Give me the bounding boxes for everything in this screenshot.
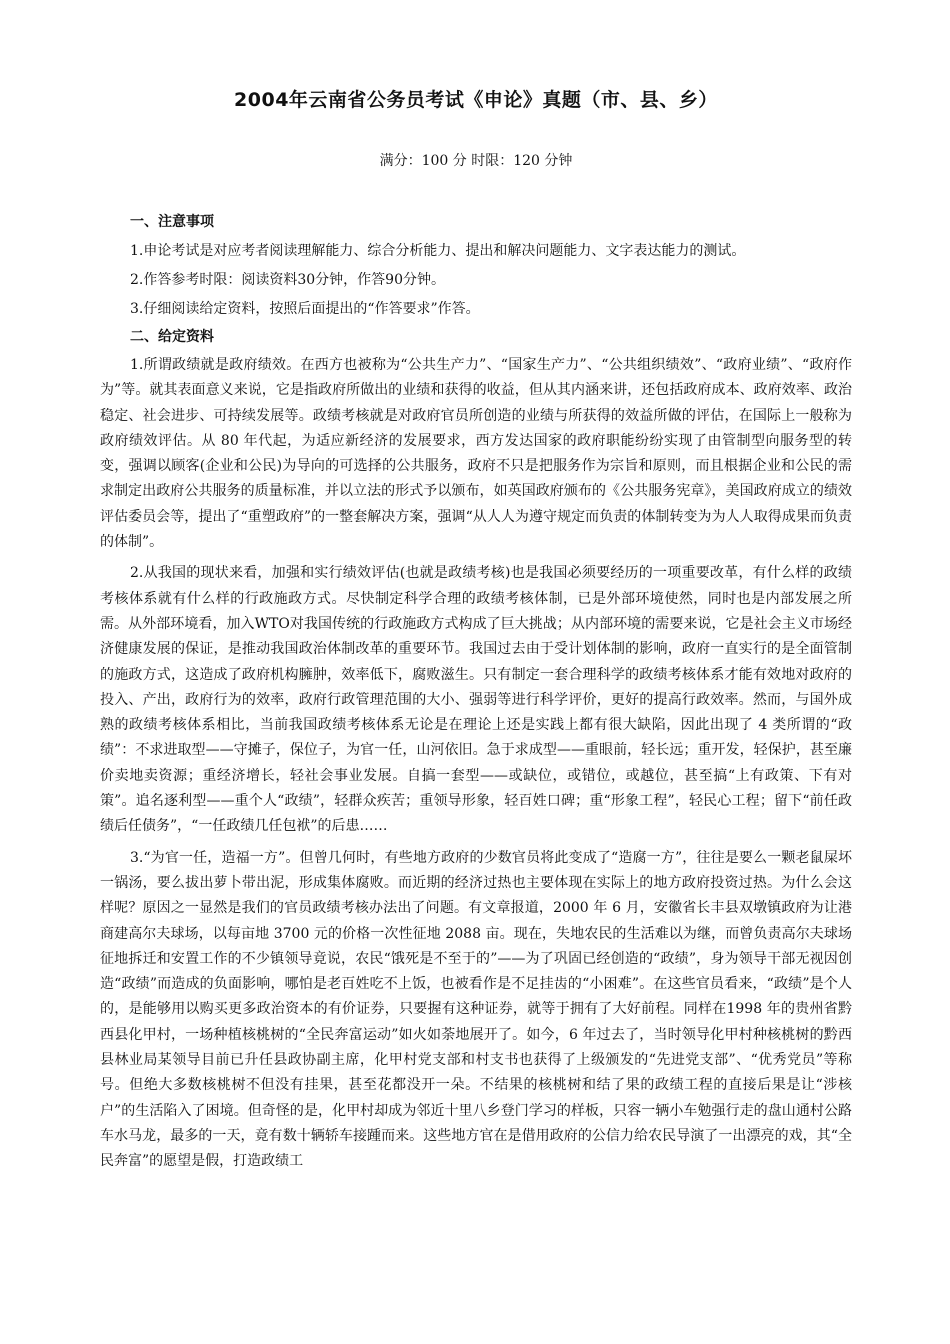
document-body	[100, 210, 852, 1181]
notice-heading: 一、注意事项	[130, 214, 214, 230]
material-paragraph: 1.所谓政绩就是政府绩效。在西方也被称为“公共生产力”、“国家生产力”、“公共组织绩效”、“政府业绩”、“政府作为”等。就其表面意义来说，它是指政府所做出的业绩和获得的收益，但从其内涵来讲，还包括政府成本、政府效率、政治稳定、社会进步、可持续发展等。政绩考核就是对政府官员所创造的业绩与所获得的效益所做的评估，在国际上一般称为政府绩效评估。从 80 年代起，为适应新经济的发展要求，西方发达国家的政府职能纷纷实现了由管制型向服务型的转变，强调以顾客(企业和公民)为导向的可选择的公共服务，政府不只是把服务作为宗旨和原则，而且根据企业和公民的需求制定出政府公共服务的质量标准，并以立法的形式予以颁布，如英国政府颁布的《公共服务宪章》，美国政府成立的绩效评估委员会等，提出了“重塑政府”的一整套解决方案，强调“从人人为遵守规定而负责的体制转变为为人人取得成果而负责的体制”。	[100, 357, 852, 551]
notice-item: 1.申论考试是对应考者阅读理解能力、综合分析能力、提出和解决问题能力、文字表达能力的测试。	[130, 243, 746, 259]
score-and-time-limit: 满分：100 分 时限：120 分钟	[379, 153, 573, 169]
material-paragraph: 2.从我国的现状来看，加强和实行绩效评估(也就是政绩考核)也是我国必须要经历的一项重要改革，有什么样的政绩考核体系就有什么样的行政施政方式。尽快制定科学合理的政绩考核体制，已是外部环境使然，同时也是内部发展之所需。从外部环境看，加入WTO对我国传统的行政施政方式构成了巨大挑战；从内部环境的需要来说，它是社会主义市场经济健康发展的保证，是推动我国政治体制改革的重要环节。我国过去由于受计划体制的影响，政府一直实行的是全面管制的施政方式，这造成了政府机构臃肿，效率低下，腐败滋生。只有制定一套合理科学的政绩考核体系才能有效地对政府的投入、产出，政府行为的效率，政府行政管理范围的大小、强弱等进行科学评价，更好的提高行政效率。然而，与国外成熟的政绩考核体系相比，当前我国政绩考核体系无论是在理论上还是实践上都有很大缺陷，因此出现了 4 类所谓的“政绩”：不求进取型——守摊子，保位子，为官一任，山河依旧。急于求成型——重眼前，轻长远；重开发，轻保护，甚至廉价卖地卖资源；重经济增长，轻社会事业发展。自搞一套型——或缺位，或错位，或越位，甚至搞“上有政策、下有对策”。追名逐利型——重个人“政绩”，轻群众疾苦；重领导形象，轻百姓口碑；重“形象工程”，轻民心工程；留下“前任政绩后任债务”，“一任政绩几任包袱”的后患……	[100, 565, 852, 835]
document-title: 2004年云南省公务员考试《申论》真题（市、县、乡）	[234, 89, 718, 111]
materials-heading: 二、给定资料	[130, 329, 214, 345]
notice-section	[100, 210, 852, 322]
materials-section	[100, 325, 852, 1175]
material-paragraph: 3.“为官一任，造福一方”。但曾几何时，有些地方政府的少数官员将此变成了“造腐一方”，往往是要么一颗老鼠屎坏一锅汤，要么拔出萝卜带出泥，形成集体腐败。而近期的经济过热也主要体现在实际上的地方政府投资过热。为什么会这样呢？原因之一显然是我们的官员政绩考核办法出了问题。有文章报道，2000 年 6 月，安徽省长丰县双墩镇政府为让港商建高尔夫球场，以每亩地 3700 元的价格一次性征地 2088 亩。现在，失地农民的生活难以为继，而曾负责高尔夫球场征地拆迁和安置工作的不少镇领导竟说，农民“饿死是不至于的”——为了巩固已经创造的“政绩”，身为领导干部无视因创造“政绩”而造成的负面影响，哪怕是老百姓吃不上饭，也被看作是不足挂齿的“小困难”。在这些官员看来，“政绩”是个人的，是能够用以购买更多政治资本的有价证券，只要握有这种证券，就等于拥有了大好前程。同样在1998 年的贵州省黔西县化甲村，一场种植核桃树的“全民奔富运动”如火如荼地展开了。如今，6 年过去了，当时领导化甲村种核桃树的黔西县林业局某领导目前已升任县政协副主席，化甲村党支部和村支书也获得了上级颁发的“先进党支部”、“优秀党员”等称号。但绝大多数核桃树不但没有挂果，甚至花都没开一朵。不结果的核桃树和结了果的政绩工程的直接后果是让“涉核户”的生活陷入了困境。但奇怪的是，化甲村却成为邻近十里八乡登门学习的样板，只容一辆小车勉强行走的盘山通村公路车水马龙，最多的一天，竟有数十辆轿车接踵而来。这些地方官在是借用政府的公信力给农民导演了一出漂亮的戏，其“全民奔富”的愿望是假，打造政绩工	[100, 849, 852, 1170]
notice-item: 2.作答参考时限：阅读资料30分钟，作答90分钟。	[130, 272, 445, 288]
notice-item: 3.仔细阅读给定资料，按照后面提出的“作答要求”作答。	[130, 301, 480, 317]
